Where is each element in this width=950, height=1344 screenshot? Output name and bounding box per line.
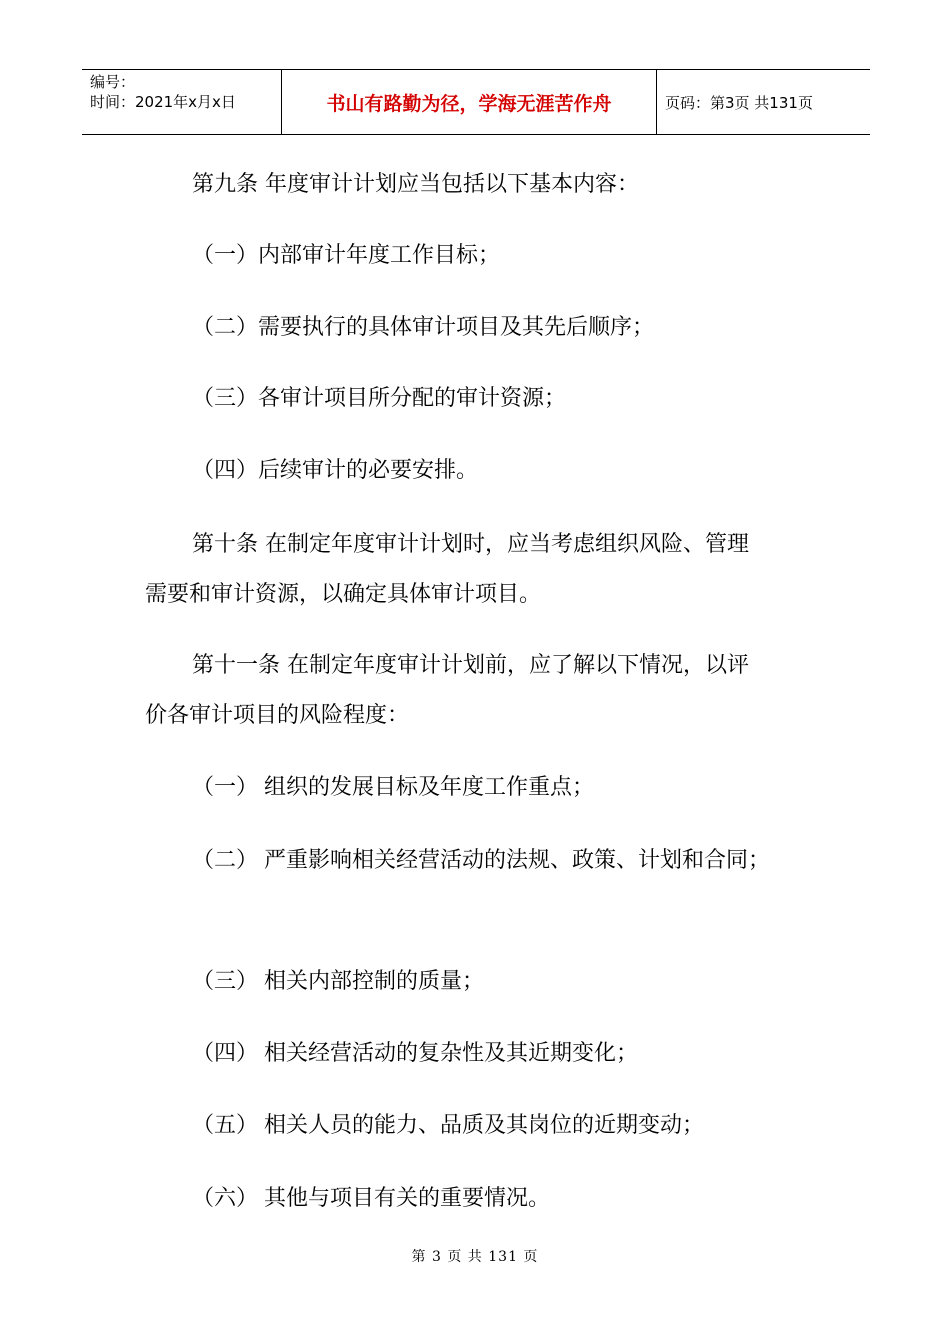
article-9: 第九条 年度审计计划应当包括以下基本内容： [192,172,639,197]
number-label: 编号： [90,73,136,91]
article-11-item-5 [145,1101,872,1151]
list-marker: （三） [192,969,259,994]
header-meta [82,70,282,134]
header-motto: 书山有路勤为径，学海无涯苦作舟 [282,70,657,134]
list-marker: （一） [192,775,259,800]
article-10-line-2: 需要和审计资源，以确定具体审计项目。 [145,582,542,607]
list-marker: （二） [192,848,259,873]
header-page-info: 页码：第3页 共131页 [665,93,813,112]
list-text: 组织的发展目标及年度工作重点； [264,775,595,800]
article-11-item-6 [145,1174,872,1224]
article-11-item-1 [145,763,872,813]
time-label: 时间：2021年x月x日 [90,93,236,111]
list-text: 相关内部控制的质量； [264,969,485,994]
article-10-line-1: 第十条 在制定年度审计计划时，应当考虑组织风险、管理 [192,532,749,557]
page-footer: 第 3 页 共 131 页 [411,1249,539,1265]
article-9-item-2: （二）需要执行的具体审计项目及其先后顺序； [192,315,655,340]
article-11-item-3 [145,957,872,1007]
list-marker: （六） [192,1186,259,1211]
article-11-item-2 [145,836,872,886]
list-text: 其他与项目有关的重要情况。 [264,1186,551,1211]
article-9-item-3: （三）各审计项目所分配的审计资源； [192,386,567,411]
list-text: 相关人员的能力、品质及其岗位的近期变动； [264,1113,705,1138]
article-9-item-4: （四）后续审计的必要安排。 [192,458,479,483]
article-11-line-1: 第十一条 在制定年度审计计划前，应了解以下情况，以评 [192,653,749,678]
article-11-item-4 [145,1029,872,1079]
article-9-item-1: （一）内部审计年度工作目标； [192,243,501,268]
page-header [82,69,870,135]
list-marker: （四） [192,1041,259,1066]
list-text: 严重影响相关经营活动的法规、政策、计划和合同； [264,848,771,873]
list-text: 相关经营活动的复杂性及其近期变化； [264,1041,639,1066]
article-11-line-2: 价各审计项目的风险程度： [145,703,410,728]
list-marker: （五） [192,1113,259,1138]
